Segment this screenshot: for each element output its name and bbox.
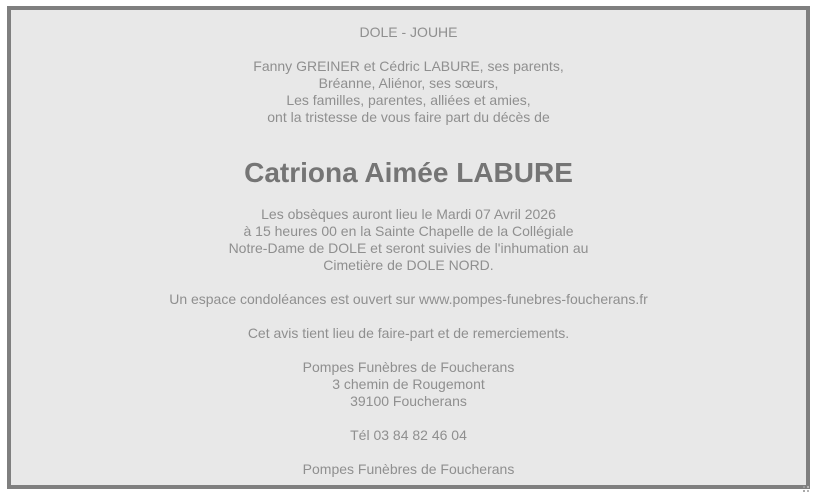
funeral-home-phone: Tél 03 84 82 46 04: [350, 427, 467, 443]
family-line-sadness: ont la tristesse de vous faire part du décès de: [267, 109, 550, 125]
notice-statement: Cet avis tient lieu de faire-part et de remerciements.: [247, 325, 570, 341]
family-line-sisters: Bréanne, Aliénor, ses sœurs,: [318, 75, 499, 91]
family-line-relatives: Les familles, parentes, alliées et amies,: [286, 92, 531, 108]
condolences-line: Un espace condoléances est ouvert sur www.pompes-funebres-foucherans.fr: [169, 291, 648, 307]
deceased-name: Catriona Aimée LABURE: [244, 157, 573, 188]
death-notice-card: [7, 6, 810, 489]
funeral-home-name: Pompes Funèbres de Foucherans: [302, 359, 515, 375]
funeral-home-city: 39100 Foucherans: [350, 393, 467, 409]
resize-grip-icon[interactable]: [800, 479, 810, 489]
ceremony-line-burial: Notre-Dame de DOLE et seront suivies de l'inhumation au: [228, 240, 589, 256]
family-announcement: [11, 58, 806, 126]
ceremony-line-time-place: à 15 heures 00 en la Sainte Chapelle de la Collégiale: [243, 223, 574, 239]
ceremony-line-date: Les obsèques auront lieu le Mardi 07 Avril 2026: [261, 206, 556, 222]
funeral-home-street: 3 chemin de Rougemont: [332, 376, 485, 392]
ceremony-details: [11, 206, 806, 274]
ceremony-line-cemetery: Cimetière de DOLE NORD.: [323, 257, 494, 273]
family-line-parents: Fanny GREINER et Cédric LABURE, ses parents,: [253, 58, 564, 74]
location-header: DOLE - JOUHE: [359, 24, 458, 40]
funeral-home-signature: Pompes Funèbres de Foucherans: [302, 461, 515, 477]
funeral-home-address: [11, 359, 806, 410]
